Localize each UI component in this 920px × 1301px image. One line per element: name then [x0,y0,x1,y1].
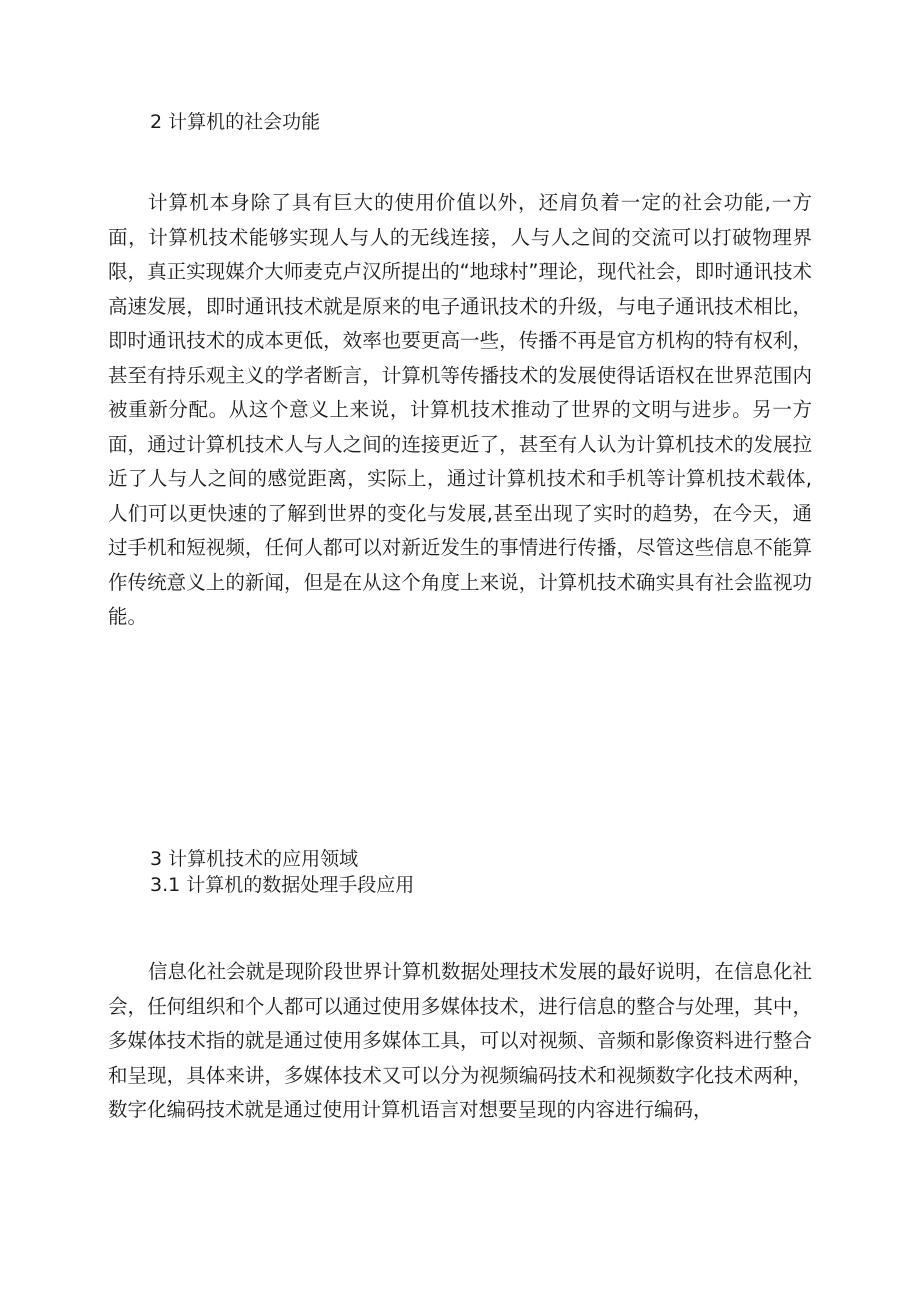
section-2-heading: 2 计算机的社会功能 [150,111,321,133]
section-2-paragraph: 计算机本身除了具有巨大的使用价值以外，还肩负着一定的社会功能,一方面，计算机技术能够实现人与人的无线连接，人与人之间的交流可以打破物理界限，真正实现媒介大师麦克卢汉所提出的“地球村”理论，现代社会，即时通讯技术高速发展，即时通讯技术就是原来的电子通讯技术的升级，与电子通讯技术相比，即时通讯技术的成本更低，效率也要更高一些，传播不再是官方机构的特有权利，甚至有持乐观主义的学者断言，计算机等传播技术的发展使得话语权在世界范围内被重新分配。从这个意义上来说，计算机技术推动了世界的文明与进步。另一方面，通过计算机技术人与人之间的连接更近了，甚至有人认为计算机技术的发展拉近了人与人之间的感觉距离，实际上，通过计算机技术和手机等计算机技术载体,人们可以更快速的了解到世界的变化与发展,甚至出现了实时的趋势，在今天，通过手机和短视频，任何人都可以对新近发生的事情进行传播，尽管这些信息不能算作传统意义上的新闻，但是在从这个角度上来说，计算机技术确实具有社会监视功能。 [108,191,812,628]
section-3-heading: 3 计算机技术的应用领域 [150,848,359,870]
section-3-1-heading: 3.1 计算机的数据处理手段应用 [150,874,415,896]
section-3-1-paragraph: 信息化社会就是现阶段世界计算机数据处理技术发展的最好说明，在信息化社会，任何组织和个人都可以通过使用多媒体技术，进行信息的整合与处理，其中，多媒体技术指的就是通过使用多媒体工具，可以对视频、音频和影像资料进行整合和呈现，具体来讲，多媒体技术又可以分为视频编码技术和视频数字化技术两种，数字化编码技术就是通过使用计算机语言对想要呈现的内容进行编码， [108,960,812,1121]
